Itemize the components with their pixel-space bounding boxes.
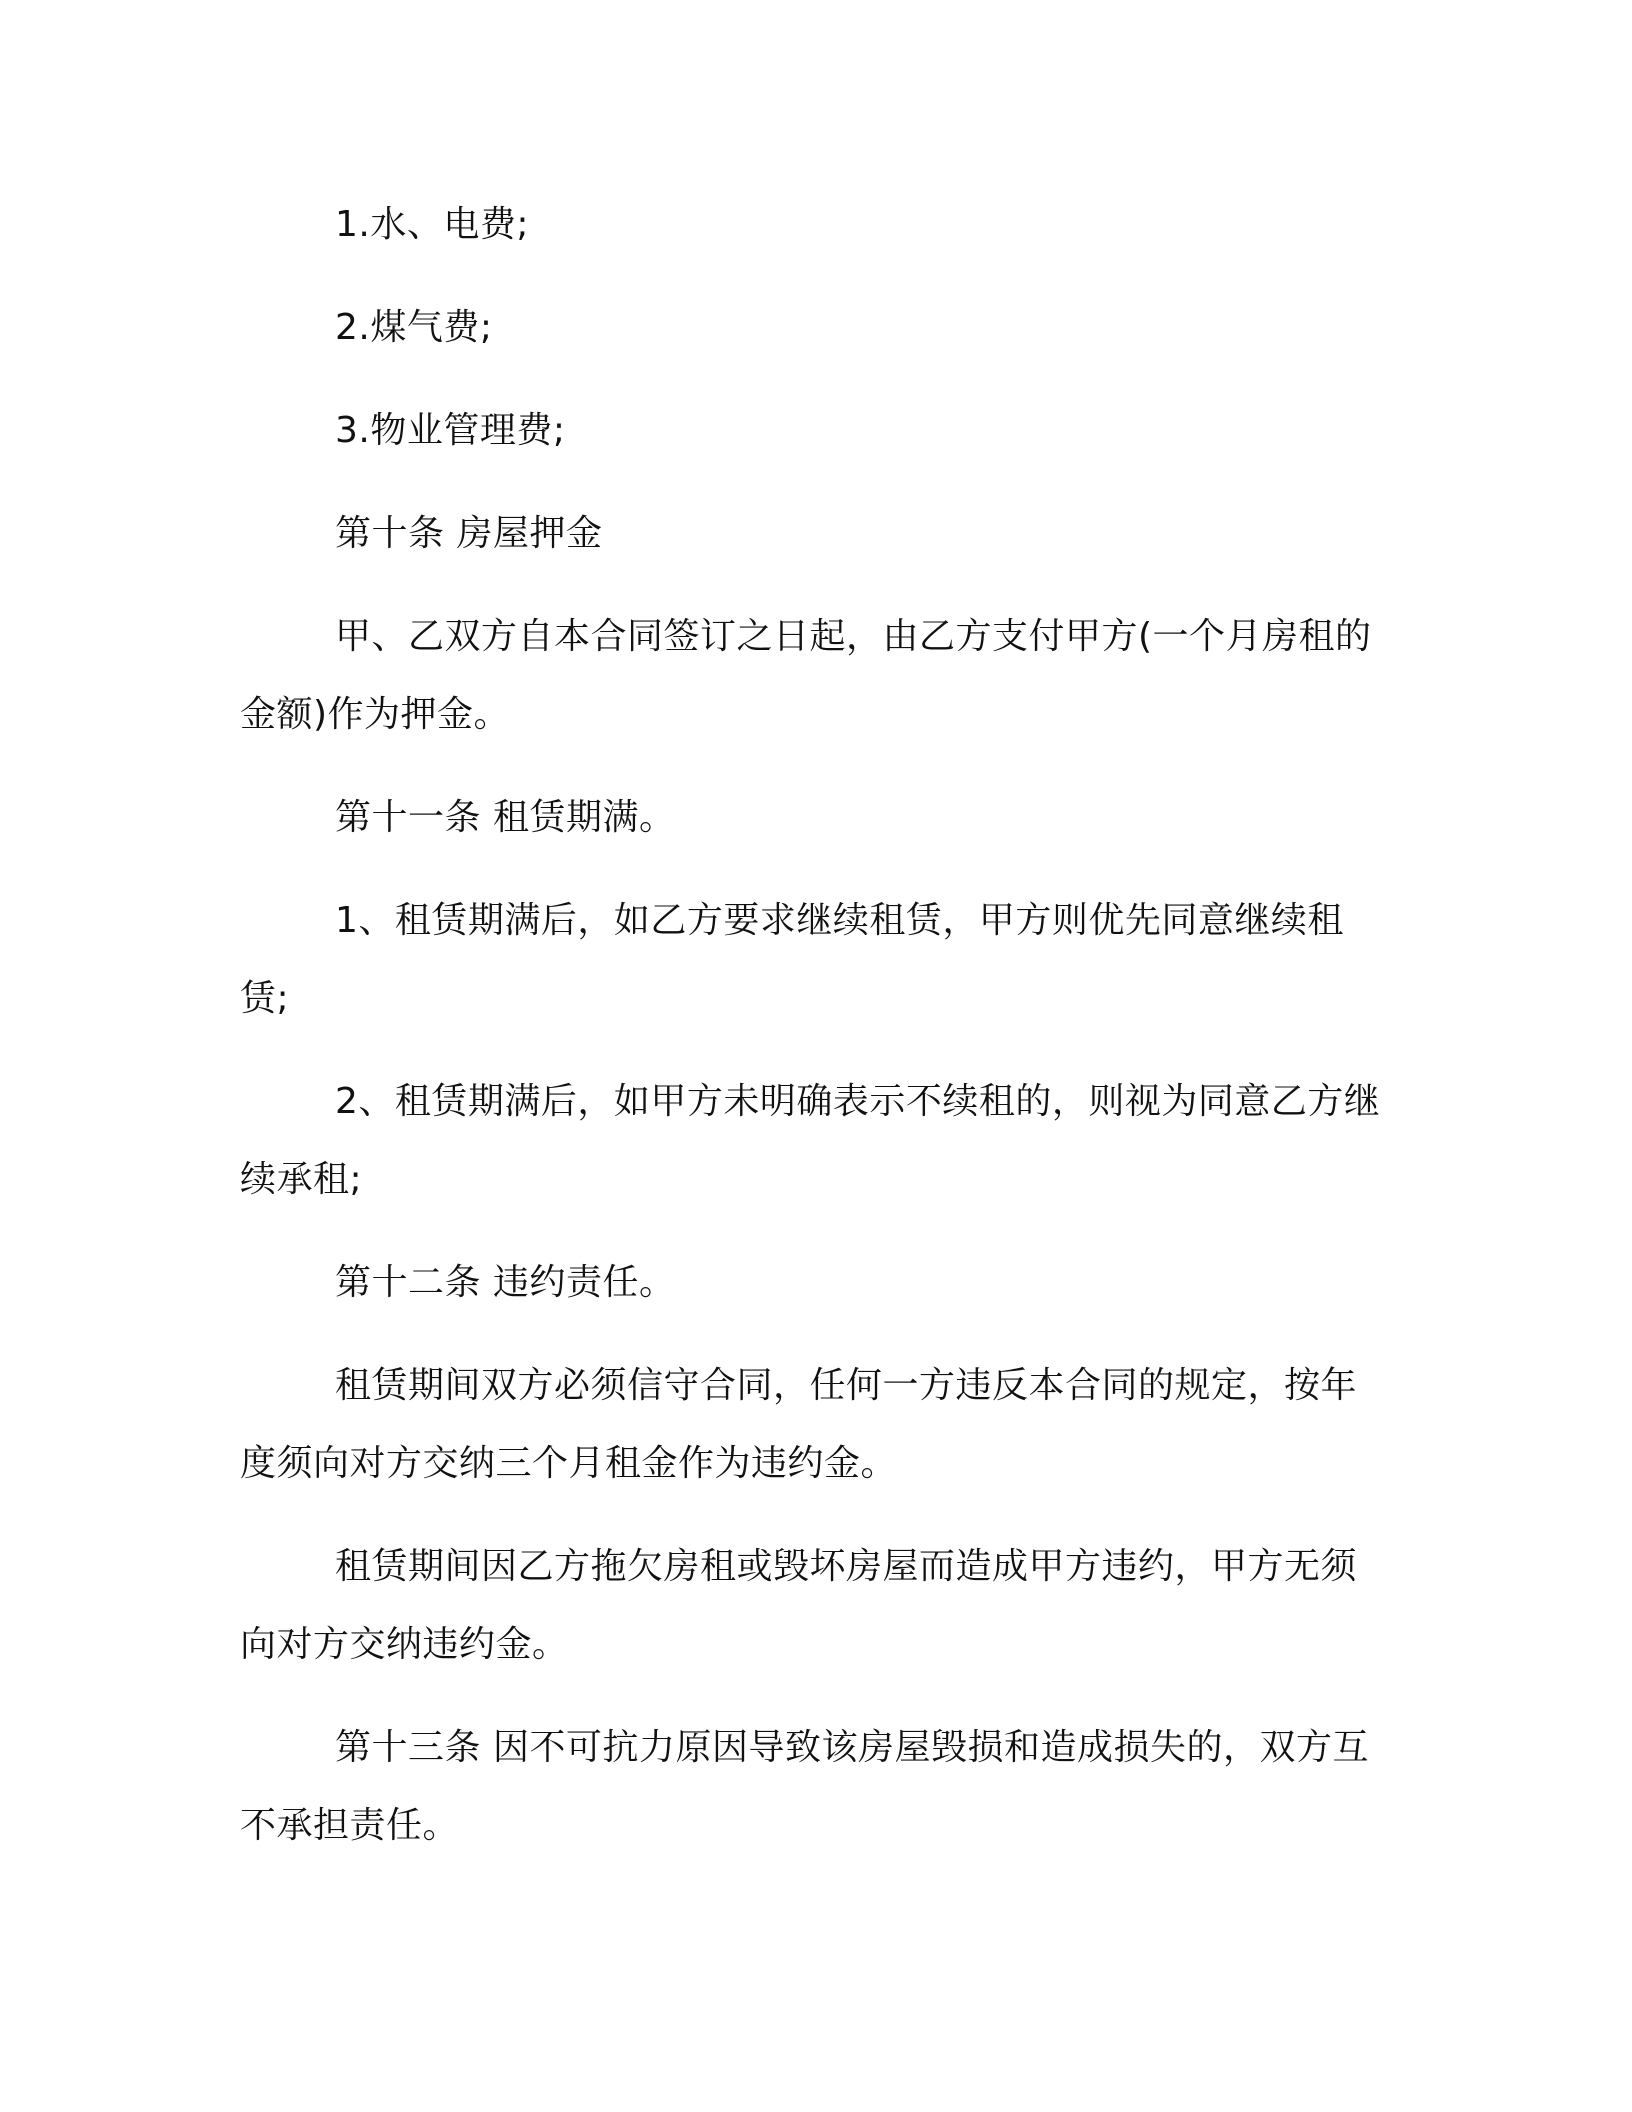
article-13: 第十三条 因不可抗力原因导致该房屋毁损和造成损失的，双方互不承担责任。 bbox=[240, 1727, 1369, 1846]
article-10-heading: 第十条 房屋押金 bbox=[335, 513, 603, 554]
list-item-gas: 2.煤气费; bbox=[335, 307, 493, 348]
article-12-body-2: 租赁期间因乙方拖欠房租或毁坏房屋而造成甲方违约，甲方无须向对方交纳违约金。 bbox=[240, 1546, 1358, 1665]
document-body bbox=[240, 186, 1385, 1890]
article-12-body-1: 租赁期间双方必须信守合同，任何一方违反本合同的规定，按年度须向对方交纳三个月租金作为违约金。 bbox=[240, 1365, 1358, 1484]
list-item-utilities: 1.水、电费; bbox=[335, 204, 529, 245]
article-11-item-1: 1、租赁期满后，如乙方要求继续租赁，甲方则优先同意继续租赁; bbox=[240, 900, 1344, 1019]
article-11-heading: 第十一条 租赁期满。 bbox=[335, 797, 676, 838]
article-10-body: 甲、乙双方自本合同签订之日起，由乙方支付甲方(一个月房租的金额)作为押金。 bbox=[240, 616, 1372, 735]
article-11-item-2: 2、租赁期满后，如甲方未明确表示不续租的，则视为同意乙方继续承租; bbox=[240, 1081, 1381, 1200]
article-12-heading: 第十二条 违约责任。 bbox=[335, 1262, 676, 1303]
list-item-property-fee: 3.物业管理费; bbox=[335, 410, 566, 451]
